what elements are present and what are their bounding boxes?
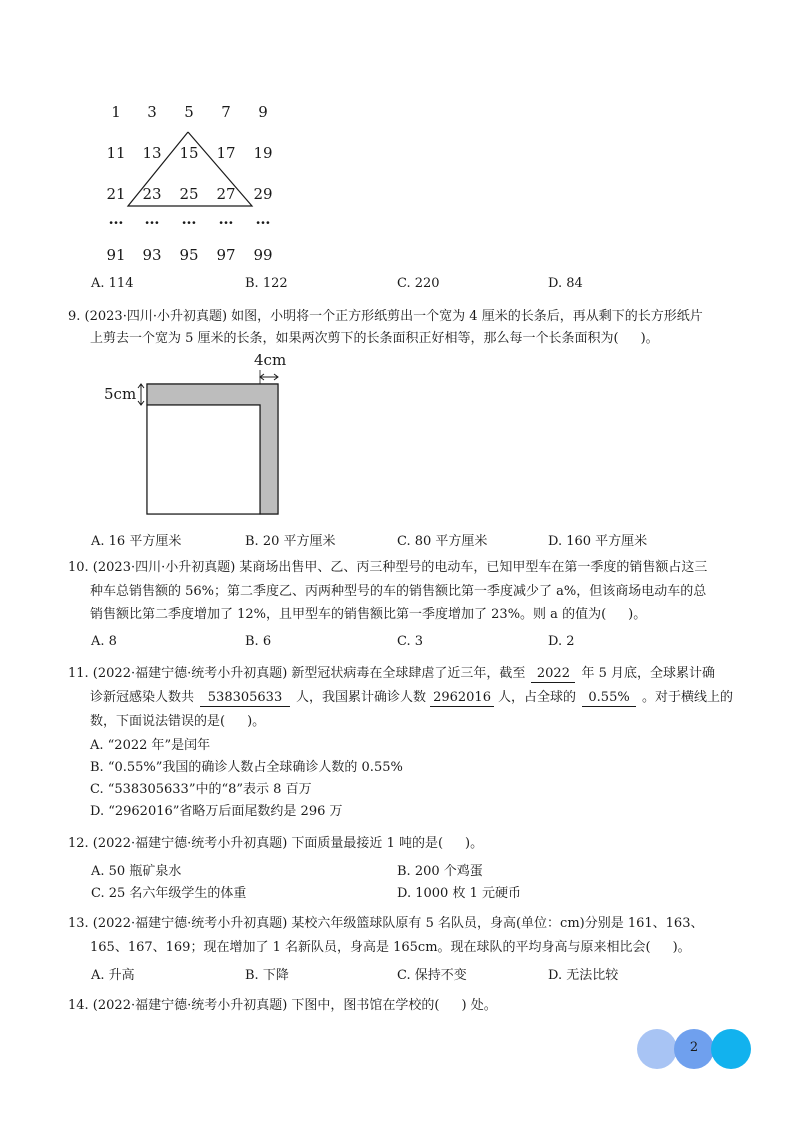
q9-text: 上剪去一个宽为 5 厘米的长条，如果两次剪下的长条面积正好相等，那么每一个长条面积为( <box>90 331 619 346</box>
q10-text-end: )。 <box>628 607 647 622</box>
q10-option-d[interactable]: D. 2 <box>548 634 575 649</box>
q14-line-1 <box>68 994 497 1018</box>
label-5cm: 5cm <box>104 385 137 403</box>
q13-option-b[interactable]: B. 下降 <box>245 968 289 983</box>
grid-cell: 95 <box>179 246 199 264</box>
q11-option-d[interactable]: D. “2962016”省略万后面尾数约是 296 万 <box>90 804 343 819</box>
blank-china-cases: 2962016 <box>430 690 494 707</box>
q11-text-7: 数，下面说法错误的是( <box>90 714 226 729</box>
q9-option-d[interactable]: D. 160 平方厘米 <box>548 534 648 549</box>
q9-line-1: 9. (2023·四川·小升初真题) 如图，小明将一个正方形纸剪出一个宽为 4 厘米的长条后，再从剩下的长方形纸片 <box>68 309 703 324</box>
q10-text: 销售额比第二季度增加了 12%，且甲型车的销售额比第一季度增加了 23%。则 a 的值为( <box>90 607 607 622</box>
q10-option-b[interactable]: B. 6 <box>245 634 272 649</box>
q13-line-1: 13. (2022·福建宁德·统考小升初真题) 某校六年级篮球队原有 5 名队员，身高(单位：cm)分别是 161、163、 <box>68 916 704 931</box>
q13-text-end: )。 <box>672 940 691 955</box>
q14-text: 14. (2022·福建宁德·统考小升初真题) 下图中，图书馆在学校的( <box>68 998 440 1013</box>
q13-text: 165、167、169；现在增加了 1 名新队员，身高是 165cm。现在球队的平均身高与原来相比会( <box>90 940 651 955</box>
grid-cell: 25 <box>179 185 199 203</box>
grid-cell: 13 <box>142 144 162 162</box>
grid-ellipsis: … <box>218 210 234 228</box>
grid-cell: 29 <box>253 185 273 203</box>
q11-text-1: 11. (2022·福建宁德·统考小升初真题) 新型冠状病毒在全球肆虐了近三年，截至 <box>68 666 526 681</box>
q11-line-3 <box>90 710 265 734</box>
grid-ellipsis: … <box>144 210 160 228</box>
blank-percentage: 0.55% <box>582 690 636 707</box>
q10-line-1: 10. (2023·四川·小升初真题) 某商场出售甲、乙、丙三种型号的电动车，已知甲型车在第一季度的销售额占这三 <box>68 560 708 575</box>
q13-option-c[interactable]: C. 保持不变 <box>397 968 467 983</box>
grid-cell: 7 <box>221 103 231 121</box>
grid-cell: 5 <box>184 103 194 121</box>
grid-cell: 1 <box>111 103 121 121</box>
grid-cell: 27 <box>216 185 236 203</box>
q10-line-3 <box>90 603 646 627</box>
q8-option-c[interactable]: C. 220 <box>397 276 440 291</box>
q10-option-a[interactable]: A. 8 <box>91 634 117 649</box>
q9-option-b[interactable]: B. 20 平方厘米 <box>245 534 336 549</box>
q8-option-a[interactable]: A. 114 <box>91 276 134 291</box>
triangle-outline <box>0 0 794 300</box>
grid-cell: 19 <box>253 144 273 162</box>
q9-square-figure <box>95 348 295 518</box>
q11-line-2 <box>90 686 733 710</box>
grid-ellipsis: … <box>181 210 197 228</box>
q11-text-5: 人，占全球的 <box>498 690 577 705</box>
q12-text-end: )。 <box>465 836 484 851</box>
grid-cell: 17 <box>216 144 236 162</box>
q11-line-1 <box>68 662 715 686</box>
blank-global-cases: 538305633 <box>200 690 290 707</box>
q11-text-4: 人，我国累计确诊人数 <box>296 690 427 705</box>
q12-option-b[interactable]: B. 200 个鸡蛋 <box>397 864 483 879</box>
grid-cell: 9 <box>258 103 268 121</box>
grid-cell: 99 <box>253 246 273 264</box>
q13-line-2 <box>90 936 691 960</box>
page-number: 2 <box>689 1040 699 1055</box>
grid-ellipsis: … <box>108 210 124 228</box>
q8-option-b[interactable]: B. 122 <box>245 276 288 291</box>
q10-option-c[interactable]: C. 3 <box>397 634 424 649</box>
label-4cm: 4cm <box>254 351 287 369</box>
grid-cell: 23 <box>142 185 162 203</box>
q14-text-end: ) 处。 <box>461 998 497 1013</box>
grid-cell: 93 <box>142 246 162 264</box>
grid-cell: 91 <box>106 246 126 264</box>
q11-option-a[interactable]: A. “2022 年”是闰年 <box>90 738 211 753</box>
q12-option-a[interactable]: A. 50 瓶矿泉水 <box>91 864 182 879</box>
q13-option-d[interactable]: D. 无法比较 <box>548 968 619 983</box>
q9-option-a[interactable]: A. 16 平方厘米 <box>91 534 182 549</box>
grid-cell: 97 <box>216 246 236 264</box>
q8-option-d[interactable]: D. 84 <box>548 276 583 291</box>
grid-cell: 15 <box>179 144 199 162</box>
q11-option-c[interactable]: C. “538305633”中的“8”表示 8 百万 <box>90 782 312 797</box>
grid-cell: 21 <box>106 185 126 203</box>
q12-option-c[interactable]: C. 25 名六年级学生的体重 <box>91 886 247 901</box>
grid-cell: 11 <box>106 144 126 162</box>
q13-option-a[interactable]: A. 升高 <box>91 968 135 983</box>
q11-text-2: 年 5 月底，全球累计确 <box>581 666 715 681</box>
q11-text-6: 。对于横线上的 <box>642 690 734 705</box>
q12-text: 12. (2022·福建宁德·统考小升初真题) 下面质量最接近 1 吨的是( <box>68 836 444 851</box>
grid-ellipsis: … <box>255 210 271 228</box>
q12-line-1 <box>68 832 483 856</box>
q11-text-3: 诊新冠感染人数共 <box>90 690 195 705</box>
q9-text-end: )。 <box>640 331 659 346</box>
blank-year: 2022 <box>531 666 575 683</box>
q11-option-b[interactable]: B. “0.55%”我国的确诊人数占全球确诊人数的 0.55% <box>90 760 403 775</box>
decorative-circle-right <box>711 1029 751 1069</box>
q11-text-end: )。 <box>247 714 266 729</box>
q9-option-c[interactable]: C. 80 平方厘米 <box>397 534 488 549</box>
grid-cell: 3 <box>147 103 157 121</box>
q10-line-2: 种车总销售额的 56%；第二季度乙、丙两种型号的车的销售额比第一季度减少了 a%，但该商场电动车的总 <box>90 584 707 599</box>
decorative-circle-left <box>637 1029 677 1069</box>
q12-option-d[interactable]: D. 1000 枚 1 元硬币 <box>397 886 521 901</box>
